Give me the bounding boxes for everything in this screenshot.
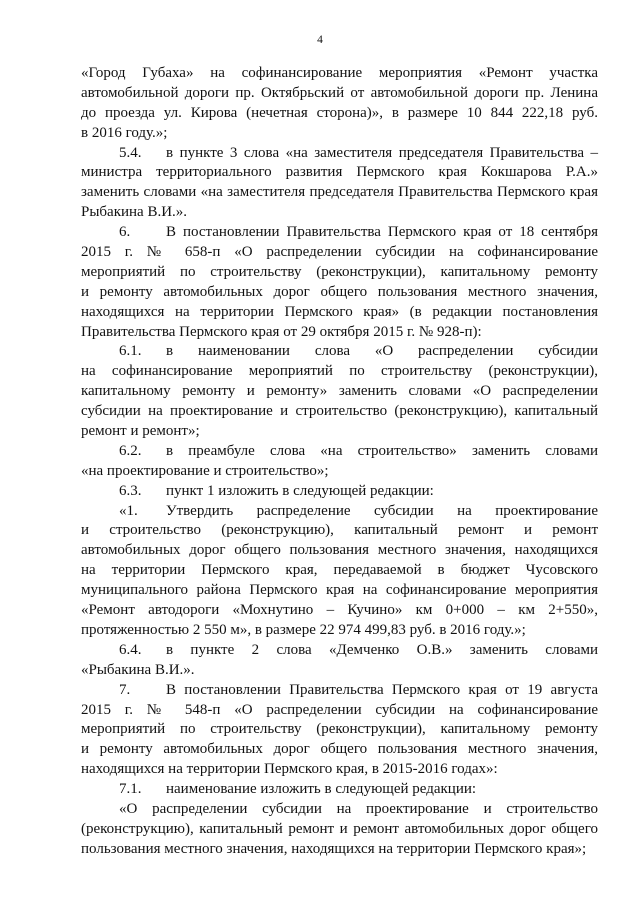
item-number: 6.1. [119, 343, 142, 360]
text-line [81, 104, 598, 124]
text-line [81, 382, 598, 402]
text-line [81, 422, 598, 442]
line-text: в 2016 году.»; [81, 124, 168, 141]
line-text: «О распределении субсидии на проектирование и строительство [119, 800, 598, 817]
line-text: «Город Губаха» на софинансирование мероприятия «Ремонт участка [81, 65, 598, 81]
text-line [81, 760, 598, 780]
line-text: пользования местного значения, находящихся на территории Пермского края»; [81, 840, 587, 857]
line-text: в преамбуле слова «на строительство» заменить словами [166, 442, 598, 459]
line-text: мероприятий по строительству (реконструкции), капитальному ремонту [81, 263, 598, 280]
text-line [81, 561, 598, 581]
line-text: муниципального района Пермского края на софинансирование мероприятия [81, 582, 598, 599]
line-text: находящихся на территории Пермского края» (в редакции постановления [81, 303, 598, 320]
item-number: 5.4. [119, 144, 142, 161]
item-number: 6. [119, 224, 131, 241]
text-line [81, 800, 598, 820]
line-text: и ремонту автомобильных дорог общего пользования местного значения, [81, 741, 598, 758]
text-line [81, 303, 598, 323]
line-text: «Ремонт автодороги «Мохнутино – Кучино» км 0+000 – км 2+550», [81, 602, 598, 619]
line-text: В постановлении Правительства Пермского края от 18 сентября [166, 224, 598, 241]
text-line [81, 223, 598, 243]
text-line [81, 402, 598, 422]
text-line [81, 541, 598, 561]
line-text: (реконструкцию), капитальный ремонт и ремонт автомобильных дорог общего [81, 820, 598, 837]
line-text: в наименовании слова «О распределении субсидии [166, 343, 598, 360]
line-text: Правительства Пермского края от 29 октября 2015 г. № 928-п): [81, 323, 482, 340]
line-text: мероприятий по строительству (реконструкции), капитальному ремонту [81, 721, 598, 738]
line-text: капитальному ремонту и ремонту» заменить словами «О распределении [81, 383, 598, 400]
text-line [81, 64, 598, 84]
text-line [81, 462, 598, 482]
text-line [81, 84, 598, 104]
item-number: «1. [119, 502, 138, 519]
text-line [81, 661, 598, 681]
text-line [81, 243, 598, 263]
text-line [81, 701, 598, 721]
text-line [81, 521, 598, 541]
line-text: 2015 г. № 658-п «О распределении субсидии на софинансирование [81, 244, 598, 261]
text-line [81, 581, 598, 601]
text-line [81, 720, 598, 740]
line-text: и ремонту автомобильных дорог общего пользования местного значения, [81, 283, 598, 300]
line-text: в пункте 2 слова «Демченко О.В.» заменить словами [166, 641, 598, 658]
text-line [81, 840, 598, 860]
line-text: автомобильной дороги пр. Октябрьский от автомобильной дороги пр. Ленина [81, 84, 598, 101]
line-text: субсидии на проектирование и строительство (реконструкцию), капитальный [81, 403, 598, 420]
line-text: «на проектирование и строительство»; [81, 462, 329, 479]
line-text: Утвердить распределение субсидии на проектирование [166, 502, 598, 519]
text-line [81, 780, 598, 800]
line-text: наименование изложить в следующей редакции: [166, 781, 477, 798]
line-text: автомобильных дорог общего пользования местного значения, находящихся [81, 542, 598, 559]
text-line [81, 144, 598, 164]
line-text: министра территориального развития Пермского края Кокшарова Р.А.» [81, 164, 598, 181]
line-text: на софинансирование мероприятий по строительству (реконструкции), [81, 363, 598, 380]
text-line [81, 283, 598, 303]
text-line [81, 621, 598, 641]
text-line [81, 124, 598, 144]
line-text: пункт 1 изложить в следующей редакции: [166, 482, 434, 499]
text-line [81, 163, 598, 183]
text-line [81, 482, 598, 502]
line-text: протяженностью 2 550 м», в размере 22 974 499,83 руб. в 2016 году.»; [81, 621, 526, 638]
line-text: и строительство (реконструкцию), капитальный ремонт и ремонт [81, 522, 598, 539]
item-number: 7. [119, 681, 131, 698]
line-text: заменить словами «на заместителя председателя Правительства Пермского края [81, 184, 598, 201]
text-line [81, 641, 598, 661]
item-number: 6.2. [119, 442, 142, 459]
text-line [81, 203, 598, 223]
text-line [81, 820, 598, 840]
line-text: находящихся на территории Пермского края, в 2015-2016 годах»: [81, 761, 498, 778]
text-line [81, 740, 598, 760]
item-number: 7.1. [119, 781, 142, 798]
line-text: В постановлении Правительства Пермского края от 19 августа [166, 681, 598, 698]
page-number: 4 [317, 34, 323, 46]
text-line [81, 681, 598, 701]
text-line [81, 183, 598, 203]
line-text: ремонт и ремонт»; [81, 423, 200, 440]
line-text: в пункте 3 слова «на заместителя председателя Правительства – [166, 144, 598, 161]
text-line [81, 502, 598, 522]
text-line [81, 323, 598, 343]
line-text: до проезда ул. Кирова (нечетная сторона)», в размере 10 844 222,18 руб. [81, 104, 598, 121]
line-text: на территории Пермского края, передаваемой в бюджет Чусовского [81, 562, 598, 579]
text-line [81, 342, 598, 362]
line-text: 2015 г. № 548-п «О распределении субсидии на софинансирование [81, 701, 598, 718]
line-text: «Рыбакина В.И.». [81, 661, 195, 678]
text-line [81, 263, 598, 283]
text-line [81, 442, 598, 462]
item-number: 6.3. [119, 482, 142, 499]
line-text: Рыбакина В.И.». [81, 204, 188, 221]
item-number: 6.4. [119, 641, 142, 658]
text-line [81, 362, 598, 382]
document-body [81, 64, 598, 860]
text-line [81, 601, 598, 621]
